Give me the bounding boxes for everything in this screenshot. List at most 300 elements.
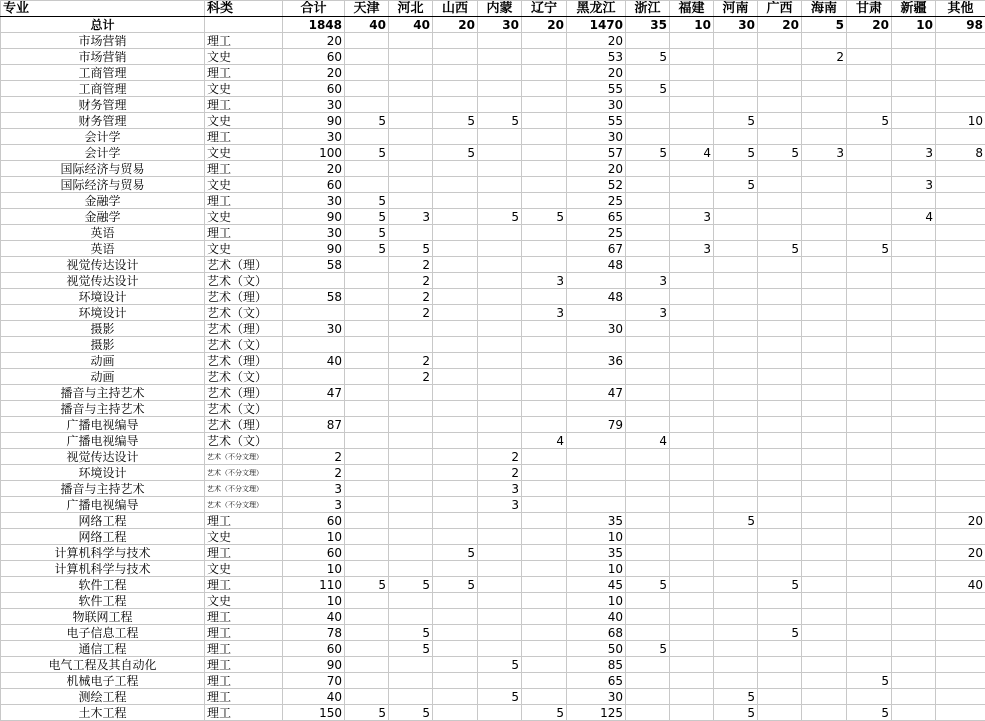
table-cell[interactable] [892, 225, 936, 241]
table-cell[interactable]: 47 [283, 385, 345, 401]
table-cell[interactable] [433, 353, 478, 369]
table-cell[interactable] [892, 337, 936, 353]
table-cell[interactable] [936, 225, 985, 241]
table-cell[interactable] [433, 177, 478, 193]
table-cell[interactable] [714, 657, 758, 673]
table-cell[interactable] [522, 545, 567, 561]
table-cell[interactable] [758, 513, 802, 529]
table-cell[interactable]: 90 [283, 657, 345, 673]
table-cell[interactable]: 广播电视编导 [1, 417, 205, 433]
table-cell[interactable] [345, 417, 389, 433]
table-cell[interactable] [433, 225, 478, 241]
table-cell[interactable] [522, 225, 567, 241]
table-cell[interactable] [433, 129, 478, 145]
table-cell[interactable] [847, 369, 892, 385]
table-cell[interactable]: 理工 [205, 689, 283, 705]
table-cell[interactable] [802, 289, 847, 305]
table-cell[interactable]: 60 [283, 81, 345, 97]
table-cell[interactable]: 5 [847, 705, 892, 721]
table-cell[interactable] [714, 81, 758, 97]
table-cell[interactable] [345, 161, 389, 177]
table-cell[interactable] [847, 65, 892, 81]
table-cell[interactable] [567, 481, 626, 497]
table-cell[interactable] [626, 705, 670, 721]
table-cell[interactable] [478, 97, 522, 113]
table-cell[interactable] [433, 289, 478, 305]
table-cell[interactable] [433, 337, 478, 353]
table-cell[interactable]: 2 [478, 449, 522, 465]
table-cell[interactable] [802, 513, 847, 529]
table-cell[interactable] [478, 257, 522, 273]
table-cell[interactable] [478, 417, 522, 433]
table-cell[interactable] [758, 385, 802, 401]
table-cell[interactable] [936, 705, 985, 721]
table-cell[interactable] [389, 177, 433, 193]
table-cell[interactable] [522, 129, 567, 145]
table-cell[interactable] [936, 385, 985, 401]
table-cell[interactable] [847, 145, 892, 161]
table-cell[interactable] [758, 401, 802, 417]
table-cell[interactable] [389, 385, 433, 401]
table-cell[interactable]: 2 [389, 289, 433, 305]
table-cell[interactable] [802, 65, 847, 81]
table-cell[interactable] [802, 273, 847, 289]
table-cell[interactable] [802, 193, 847, 209]
table-cell[interactable] [714, 369, 758, 385]
table-cell[interactable] [345, 65, 389, 81]
table-cell[interactable]: 环境设计 [1, 305, 205, 321]
table-cell[interactable] [283, 305, 345, 321]
table-cell[interactable] [389, 113, 433, 129]
table-cell[interactable] [892, 417, 936, 433]
table-cell[interactable] [892, 385, 936, 401]
table-cell[interactable] [478, 225, 522, 241]
table-cell[interactable] [936, 161, 985, 177]
table-cell[interactable] [936, 337, 985, 353]
table-cell[interactable] [478, 577, 522, 593]
table-cell[interactable] [345, 689, 389, 705]
table-cell[interactable]: 2 [478, 465, 522, 481]
table-cell[interactable]: 3 [670, 209, 714, 225]
table-cell[interactable] [567, 273, 626, 289]
table-cell[interactable]: 工商管理 [1, 81, 205, 97]
table-cell[interactable] [847, 577, 892, 593]
table-cell[interactable] [936, 465, 985, 481]
table-cell[interactable]: 财务管理 [1, 97, 205, 113]
table-cell[interactable] [433, 497, 478, 513]
table-cell[interactable]: 40 [345, 17, 389, 33]
table-cell[interactable]: 机械电子工程 [1, 673, 205, 689]
table-cell[interactable]: 3 [283, 497, 345, 513]
table-cell[interactable] [802, 417, 847, 433]
table-cell[interactable]: 35 [567, 513, 626, 529]
table-cell[interactable]: 5 [389, 641, 433, 657]
table-cell[interactable]: 5 [478, 209, 522, 225]
table-cell[interactable] [714, 193, 758, 209]
table-cell[interactable] [670, 417, 714, 433]
table-cell[interactable] [714, 225, 758, 241]
table-cell[interactable]: 1848 [283, 17, 345, 33]
table-cell[interactable]: 5 [626, 81, 670, 97]
column-header[interactable]: 其他 [936, 1, 985, 17]
table-cell[interactable]: 90 [283, 113, 345, 129]
table-cell[interactable] [847, 209, 892, 225]
table-cell[interactable] [892, 529, 936, 545]
table-cell[interactable] [802, 225, 847, 241]
table-cell[interactable] [802, 161, 847, 177]
table-cell[interactable] [892, 481, 936, 497]
table-cell[interactable] [389, 417, 433, 433]
table-cell[interactable]: 文史 [205, 241, 283, 257]
table-cell[interactable] [626, 449, 670, 465]
table-cell[interactable] [522, 513, 567, 529]
table-cell[interactable]: 播音与主持艺术 [1, 481, 205, 497]
table-cell[interactable] [714, 257, 758, 273]
table-cell[interactable] [670, 321, 714, 337]
table-cell[interactable] [847, 401, 892, 417]
table-cell[interactable] [478, 49, 522, 65]
table-cell[interactable] [389, 33, 433, 49]
table-cell[interactable] [847, 161, 892, 177]
table-cell[interactable] [714, 305, 758, 321]
table-cell[interactable] [522, 417, 567, 433]
table-cell[interactable] [567, 305, 626, 321]
table-cell[interactable]: 35 [626, 17, 670, 33]
table-cell[interactable] [758, 561, 802, 577]
table-cell[interactable] [936, 641, 985, 657]
table-cell[interactable]: 20 [283, 161, 345, 177]
table-cell[interactable] [714, 209, 758, 225]
table-cell[interactable] [892, 113, 936, 129]
table-cell[interactable] [478, 33, 522, 49]
table-cell[interactable]: 3 [522, 305, 567, 321]
table-cell[interactable] [714, 353, 758, 369]
table-cell[interactable] [389, 193, 433, 209]
table-cell[interactable] [802, 177, 847, 193]
table-cell[interactable] [522, 625, 567, 641]
table-cell[interactable] [936, 481, 985, 497]
table-cell[interactable] [847, 513, 892, 529]
table-cell[interactable] [345, 497, 389, 513]
table-cell[interactable] [892, 513, 936, 529]
table-cell[interactable] [522, 81, 567, 97]
table-cell[interactable] [758, 33, 802, 49]
table-cell[interactable] [626, 209, 670, 225]
table-cell[interactable]: 5 [714, 145, 758, 161]
table-cell[interactable]: 英语 [1, 225, 205, 241]
table-cell[interactable] [936, 433, 985, 449]
table-cell[interactable] [847, 417, 892, 433]
table-cell[interactable]: 视觉传达设计 [1, 273, 205, 289]
table-cell[interactable]: 理工 [205, 705, 283, 721]
table-cell[interactable]: 70 [283, 673, 345, 689]
table-cell[interactable] [670, 97, 714, 113]
table-cell[interactable] [714, 593, 758, 609]
table-cell[interactable] [892, 625, 936, 641]
table-cell[interactable]: 理工 [205, 513, 283, 529]
table-cell[interactable] [714, 625, 758, 641]
table-cell[interactable]: 理工 [205, 577, 283, 593]
table-cell[interactable]: 90 [283, 241, 345, 257]
table-cell[interactable]: 播音与主持艺术 [1, 401, 205, 417]
table-cell[interactable]: 10 [283, 593, 345, 609]
table-cell[interactable] [936, 97, 985, 113]
table-cell[interactable]: 50 [567, 641, 626, 657]
table-cell[interactable] [936, 177, 985, 193]
table-cell[interactable]: 85 [567, 657, 626, 673]
table-cell[interactable] [714, 337, 758, 353]
table-cell[interactable] [626, 609, 670, 625]
table-cell[interactable]: 30 [714, 17, 758, 33]
table-cell[interactable] [478, 81, 522, 97]
table-cell[interactable]: 110 [283, 577, 345, 593]
table-cell[interactable] [626, 257, 670, 273]
table-cell[interactable]: 2 [389, 305, 433, 321]
table-cell[interactable]: 60 [283, 49, 345, 65]
table-cell[interactable]: 40 [283, 689, 345, 705]
table-cell[interactable] [892, 593, 936, 609]
table-cell[interactable]: 5 [345, 225, 389, 241]
table-cell[interactable] [802, 321, 847, 337]
table-cell[interactable] [847, 625, 892, 641]
table-cell[interactable]: 文史 [205, 529, 283, 545]
table-cell[interactable] [892, 545, 936, 561]
table-cell[interactable]: 艺术（理） [205, 417, 283, 433]
table-cell[interactable] [626, 225, 670, 241]
table-cell[interactable] [522, 337, 567, 353]
table-cell[interactable] [802, 305, 847, 321]
table-cell[interactable] [670, 561, 714, 577]
table-cell[interactable] [522, 113, 567, 129]
table-cell[interactable] [936, 593, 985, 609]
column-header[interactable]: 黑龙江 [567, 1, 626, 17]
column-header[interactable]: 内蒙 [478, 1, 522, 17]
table-cell[interactable] [345, 657, 389, 673]
table-cell[interactable] [802, 337, 847, 353]
table-cell[interactable] [345, 273, 389, 289]
table-cell[interactable]: 20 [847, 17, 892, 33]
table-cell[interactable]: 4 [522, 433, 567, 449]
table-cell[interactable] [478, 337, 522, 353]
table-cell[interactable]: 20 [567, 33, 626, 49]
table-cell[interactable] [936, 33, 985, 49]
table-cell[interactable] [847, 305, 892, 321]
table-cell[interactable] [433, 609, 478, 625]
table-cell[interactable] [345, 465, 389, 481]
table-cell[interactable]: 5 [389, 241, 433, 257]
table-cell[interactable] [847, 33, 892, 49]
table-cell[interactable]: 艺术（理） [205, 257, 283, 273]
table-cell[interactable] [802, 97, 847, 113]
table-cell[interactable] [936, 241, 985, 257]
table-cell[interactable] [892, 161, 936, 177]
table-cell[interactable] [433, 273, 478, 289]
table-cell[interactable]: 艺术（不分文理） [205, 465, 283, 481]
table-cell[interactable]: 3 [478, 481, 522, 497]
table-cell[interactable] [626, 161, 670, 177]
table-cell[interactable] [345, 321, 389, 337]
table-cell[interactable] [892, 449, 936, 465]
table-cell[interactable]: 财务管理 [1, 113, 205, 129]
table-cell[interactable] [847, 433, 892, 449]
table-cell[interactable] [892, 577, 936, 593]
table-cell[interactable]: 30 [567, 689, 626, 705]
table-cell[interactable] [802, 113, 847, 129]
table-cell[interactable] [670, 273, 714, 289]
table-cell[interactable] [389, 401, 433, 417]
table-cell[interactable] [936, 497, 985, 513]
table-cell[interactable] [389, 513, 433, 529]
table-cell[interactable] [522, 257, 567, 273]
table-cell[interactable]: 65 [567, 673, 626, 689]
table-cell[interactable] [758, 49, 802, 65]
table-cell[interactable] [433, 65, 478, 81]
table-cell[interactable] [802, 353, 847, 369]
column-header[interactable]: 山西 [433, 1, 478, 17]
table-cell[interactable] [758, 177, 802, 193]
table-cell[interactable] [936, 321, 985, 337]
table-cell[interactable]: 艺术（理） [205, 321, 283, 337]
table-cell[interactable] [478, 641, 522, 657]
table-cell[interactable]: 市场营销 [1, 33, 205, 49]
table-cell[interactable] [714, 465, 758, 481]
table-cell[interactable] [389, 465, 433, 481]
table-cell[interactable] [522, 321, 567, 337]
table-cell[interactable] [345, 385, 389, 401]
table-cell[interactable] [433, 689, 478, 705]
table-cell[interactable] [714, 673, 758, 689]
table-cell[interactable]: 55 [567, 81, 626, 97]
table-cell[interactable] [626, 417, 670, 433]
table-cell[interactable] [433, 657, 478, 673]
table-cell[interactable]: 20 [936, 513, 985, 529]
table-cell[interactable] [802, 609, 847, 625]
table-cell[interactable] [433, 305, 478, 321]
table-cell[interactable]: 10 [283, 561, 345, 577]
table-cell[interactable]: 35 [567, 545, 626, 561]
table-cell[interactable] [758, 353, 802, 369]
table-cell[interactable] [433, 321, 478, 337]
table-cell[interactable]: 5 [847, 113, 892, 129]
table-cell[interactable]: 国际经济与贸易 [1, 161, 205, 177]
table-cell[interactable] [670, 81, 714, 97]
table-cell[interactable] [714, 65, 758, 81]
table-cell[interactable]: 78 [283, 625, 345, 641]
column-header[interactable]: 天津 [345, 1, 389, 17]
table-cell[interactable]: 摄影 [1, 321, 205, 337]
table-cell[interactable]: 2 [389, 273, 433, 289]
table-cell[interactable]: 20 [522, 17, 567, 33]
table-cell[interactable] [389, 161, 433, 177]
column-header[interactable]: 海南 [802, 1, 847, 17]
table-cell[interactable]: 3 [802, 145, 847, 161]
table-cell[interactable]: 理工 [205, 129, 283, 145]
table-cell[interactable]: 艺术（文） [205, 305, 283, 321]
table-cell[interactable] [626, 113, 670, 129]
table-cell[interactable]: 文史 [205, 561, 283, 577]
table-cell[interactable] [522, 641, 567, 657]
column-header[interactable]: 浙江 [626, 1, 670, 17]
table-cell[interactable] [283, 433, 345, 449]
table-cell[interactable] [345, 545, 389, 561]
table-cell[interactable] [714, 49, 758, 65]
table-cell[interactable]: 2 [389, 353, 433, 369]
table-cell[interactable] [478, 609, 522, 625]
table-cell[interactable]: 5 [758, 145, 802, 161]
table-cell[interactable] [892, 689, 936, 705]
table-cell[interactable] [433, 449, 478, 465]
table-cell[interactable] [345, 529, 389, 545]
table-cell[interactable]: 25 [567, 225, 626, 241]
table-cell[interactable]: 30 [283, 97, 345, 113]
table-cell[interactable] [389, 337, 433, 353]
table-cell[interactable]: 40 [567, 609, 626, 625]
table-cell[interactable] [433, 81, 478, 97]
table-cell[interactable] [522, 689, 567, 705]
table-cell[interactable]: 5 [847, 673, 892, 689]
table-cell[interactable]: 视觉传达设计 [1, 257, 205, 273]
table-cell[interactable]: 48 [567, 289, 626, 305]
table-cell[interactable] [670, 225, 714, 241]
table-cell[interactable] [936, 49, 985, 65]
table-cell[interactable]: 2 [283, 465, 345, 481]
table-cell[interactable] [670, 705, 714, 721]
table-cell[interactable] [802, 641, 847, 657]
table-cell[interactable] [670, 497, 714, 513]
table-cell[interactable] [670, 657, 714, 673]
table-cell[interactable] [433, 49, 478, 65]
table-cell[interactable] [802, 593, 847, 609]
table-cell[interactable]: 5 [714, 177, 758, 193]
table-cell[interactable] [758, 529, 802, 545]
table-cell[interactable]: 5 [847, 241, 892, 257]
table-cell[interactable] [478, 513, 522, 529]
table-cell[interactable]: 艺术（不分文理） [205, 497, 283, 513]
table-cell[interactable] [670, 609, 714, 625]
table-cell[interactable]: 环境设计 [1, 465, 205, 481]
table-cell[interactable] [478, 545, 522, 561]
table-cell[interactable] [567, 497, 626, 513]
table-cell[interactable]: 5 [433, 577, 478, 593]
table-cell[interactable] [802, 401, 847, 417]
table-cell[interactable]: 5 [758, 241, 802, 257]
column-header[interactable]: 福建 [670, 1, 714, 17]
table-cell[interactable] [847, 177, 892, 193]
table-cell[interactable]: 理工 [205, 97, 283, 113]
table-cell[interactable] [567, 465, 626, 481]
column-header[interactable]: 河北 [389, 1, 433, 17]
table-cell[interactable] [758, 193, 802, 209]
table-cell[interactable]: 软件工程 [1, 577, 205, 593]
table-cell[interactable] [847, 81, 892, 97]
table-cell[interactable] [802, 689, 847, 705]
table-cell[interactable]: 艺术（不分文理） [205, 481, 283, 497]
table-cell[interactable] [936, 561, 985, 577]
table-cell[interactable] [478, 193, 522, 209]
table-cell[interactable]: 5 [389, 625, 433, 641]
table-cell[interactable]: 文史 [205, 81, 283, 97]
table-cell[interactable]: 150 [283, 705, 345, 721]
table-cell[interactable] [758, 289, 802, 305]
table-cell[interactable] [433, 641, 478, 657]
table-cell[interactable] [847, 449, 892, 465]
table-cell[interactable]: 5 [626, 577, 670, 593]
table-cell[interactable]: 60 [283, 513, 345, 529]
table-cell[interactable]: 5 [478, 689, 522, 705]
table-cell[interactable] [758, 593, 802, 609]
table-cell[interactable] [847, 353, 892, 369]
table-cell[interactable]: 5 [714, 513, 758, 529]
